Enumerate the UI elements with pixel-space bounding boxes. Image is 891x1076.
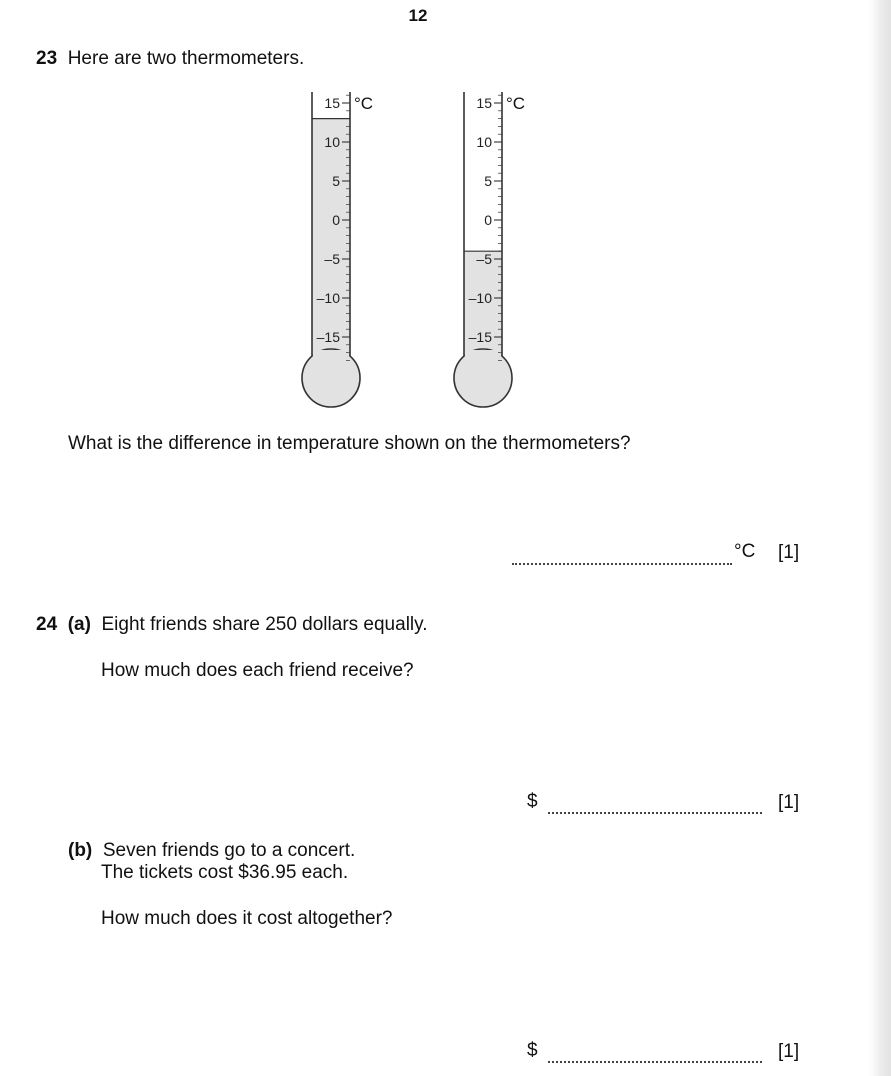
scale-label: 0 [332, 212, 340, 228]
question-24b-prompt [68, 840, 355, 862]
part-label-a: (a) [67, 614, 91, 635]
bulb-neck [465, 350, 501, 364]
page-edge-shadow [869, 0, 891, 1076]
scale-label: 10 [324, 134, 340, 150]
marks-24a: [1] [778, 792, 800, 813]
answer-line-23[interactable] [512, 563, 732, 565]
thermometer-left [302, 92, 373, 407]
answer-unit: °C [734, 541, 756, 562]
scale-label: 0 [484, 212, 492, 228]
bulb-neck [313, 350, 349, 364]
question-24b-ask: How much does it cost altogether? [101, 908, 393, 929]
scale-label: –5 [324, 251, 340, 267]
scale-label: –5 [476, 251, 492, 267]
scale-label: 5 [484, 173, 492, 189]
unit-label: °C [506, 94, 526, 113]
scale-label: 10 [476, 134, 492, 150]
scale-label: 15 [324, 95, 340, 111]
part-label-b: (b) [68, 840, 93, 861]
question-24a-prompt [36, 614, 428, 636]
question-number: 24 [36, 614, 58, 635]
unit-label: °C [354, 94, 374, 113]
answer-line-24b[interactable] [548, 1061, 762, 1063]
thermometer-right [454, 92, 525, 407]
question-24a-ask: How much does each friend receive? [101, 660, 414, 681]
marks-24b: [1] [778, 1041, 800, 1062]
currency-symbol: $ [527, 1040, 538, 1061]
question-24b-price: The tickets cost $36.95 each. [101, 862, 349, 883]
question-text: Eight friends share 250 dollars equally. [101, 614, 428, 635]
page-number: 12 [408, 6, 428, 25]
answer-line-24a[interactable] [548, 812, 762, 814]
question-text: Here are two thermometers. [67, 48, 305, 69]
scale-label: 15 [476, 95, 492, 111]
question-23-ask: What is the difference in temperature shown on the thermometers? [68, 433, 631, 454]
scale-label: –15 [316, 329, 340, 345]
question-number: 23 [36, 48, 58, 69]
scale-label: –10 [468, 290, 492, 306]
question-text: Seven friends go to a concert. [102, 840, 356, 861]
mercury-column [312, 119, 350, 360]
scale-label: –10 [316, 290, 340, 306]
thermometers-figure [0, 0, 891, 430]
marks-23: [1] [778, 542, 800, 563]
currency-symbol: $ [527, 791, 538, 812]
scale-label: 5 [332, 173, 340, 189]
scale-label: –15 [468, 329, 492, 345]
